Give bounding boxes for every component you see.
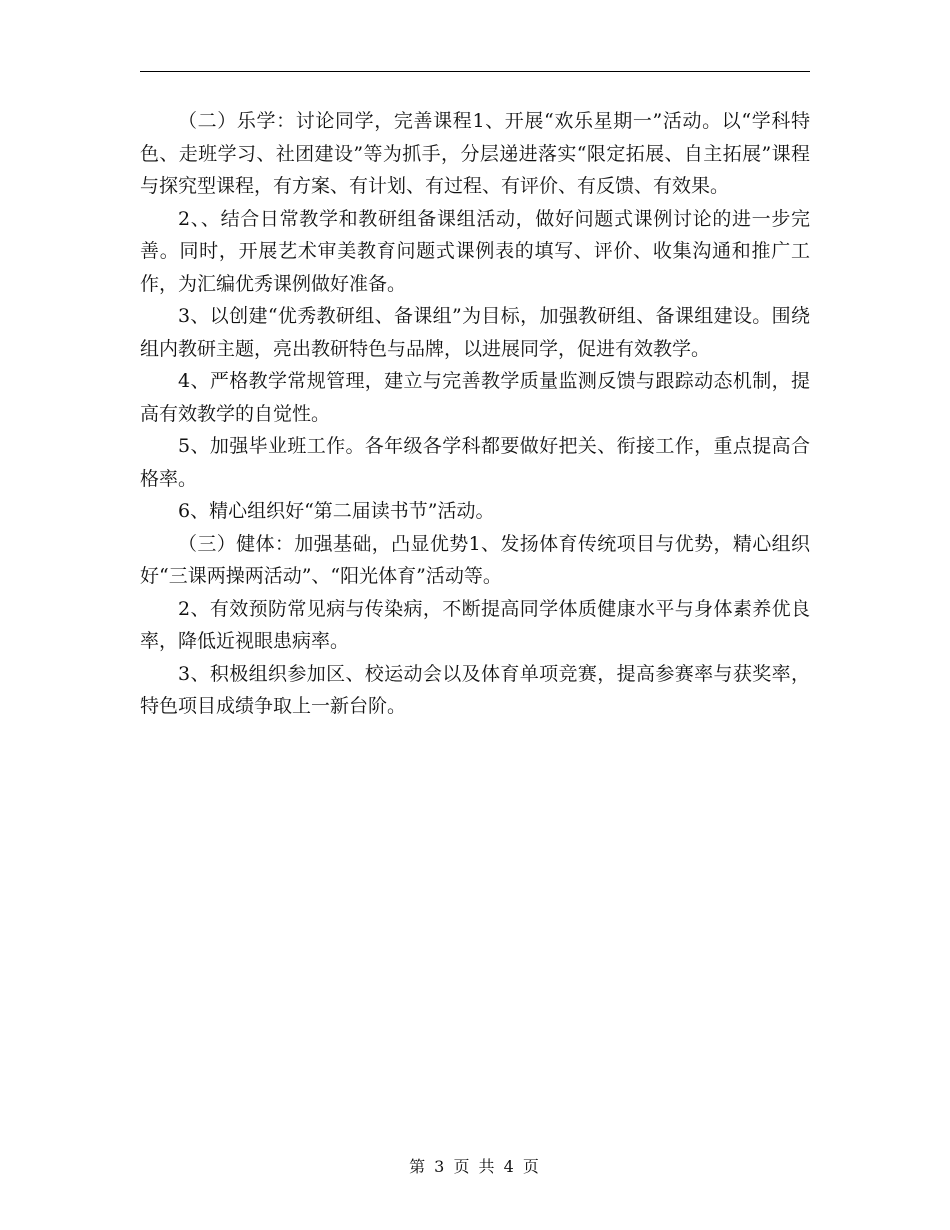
paragraph: 6、精心组织好“第二届读书节”活动。: [178, 500, 495, 522]
paragraph: （二）乐学：讨论同学，完善课程1、开展“欢乐星期一”活动。以“学科特色、走班学习、社团建设”等为抓手，分层递进落实“限定拓展、自主拓展”课程与探究型课程，有方案、有计划、有过程、有评价、有反馈、有效果。: [140, 110, 810, 197]
paragraph: 5、加强毕业班工作。各年级各学科都要做好把关、衔接工作，重点提高合格率。: [140, 435, 810, 490]
paragraph: 4、严格教学常规管理，建立与完善教学质量监测反馈与跟踪动态机制，提高有效教学的自觉性。: [140, 370, 810, 425]
document-body: [140, 105, 810, 723]
paragraph: 2、有效预防常见病与传染病，不断提高同学体质健康水平与身体素养优良率，降低近视眼患病率。: [140, 597, 810, 652]
page-number-footer: 第 3 页 共 4 页: [409, 1157, 541, 1176]
paragraph: 3、以创建“优秀教研组、备课组”为目标，加强教研组、备课组建设。围绕组内教研主题，亮出教研特色与品牌，以进展同学，促进有效教学。: [140, 305, 810, 360]
paragraph: 2、、结合日常教学和教研组备课组活动，做好问题式课例讨论的进一步完善。同时，开展艺术审美教育问题式课例表的填写、评价、收集沟通和推广工作，为汇编优秀课例做好准备。: [140, 207, 810, 295]
header-rule: [140, 71, 810, 72]
paragraph: （三）健体：加强基础，凸显优势1、发扬体育传统项目与优势，精心组织好“三课两操两活动”、“阳光体育”活动等。: [140, 532, 810, 587]
paragraph: 3、积极组织参加区、校运动会以及体育单项竞赛，提高参赛率与获奖率，特色项目成绩争取上一新台阶。: [140, 662, 810, 717]
